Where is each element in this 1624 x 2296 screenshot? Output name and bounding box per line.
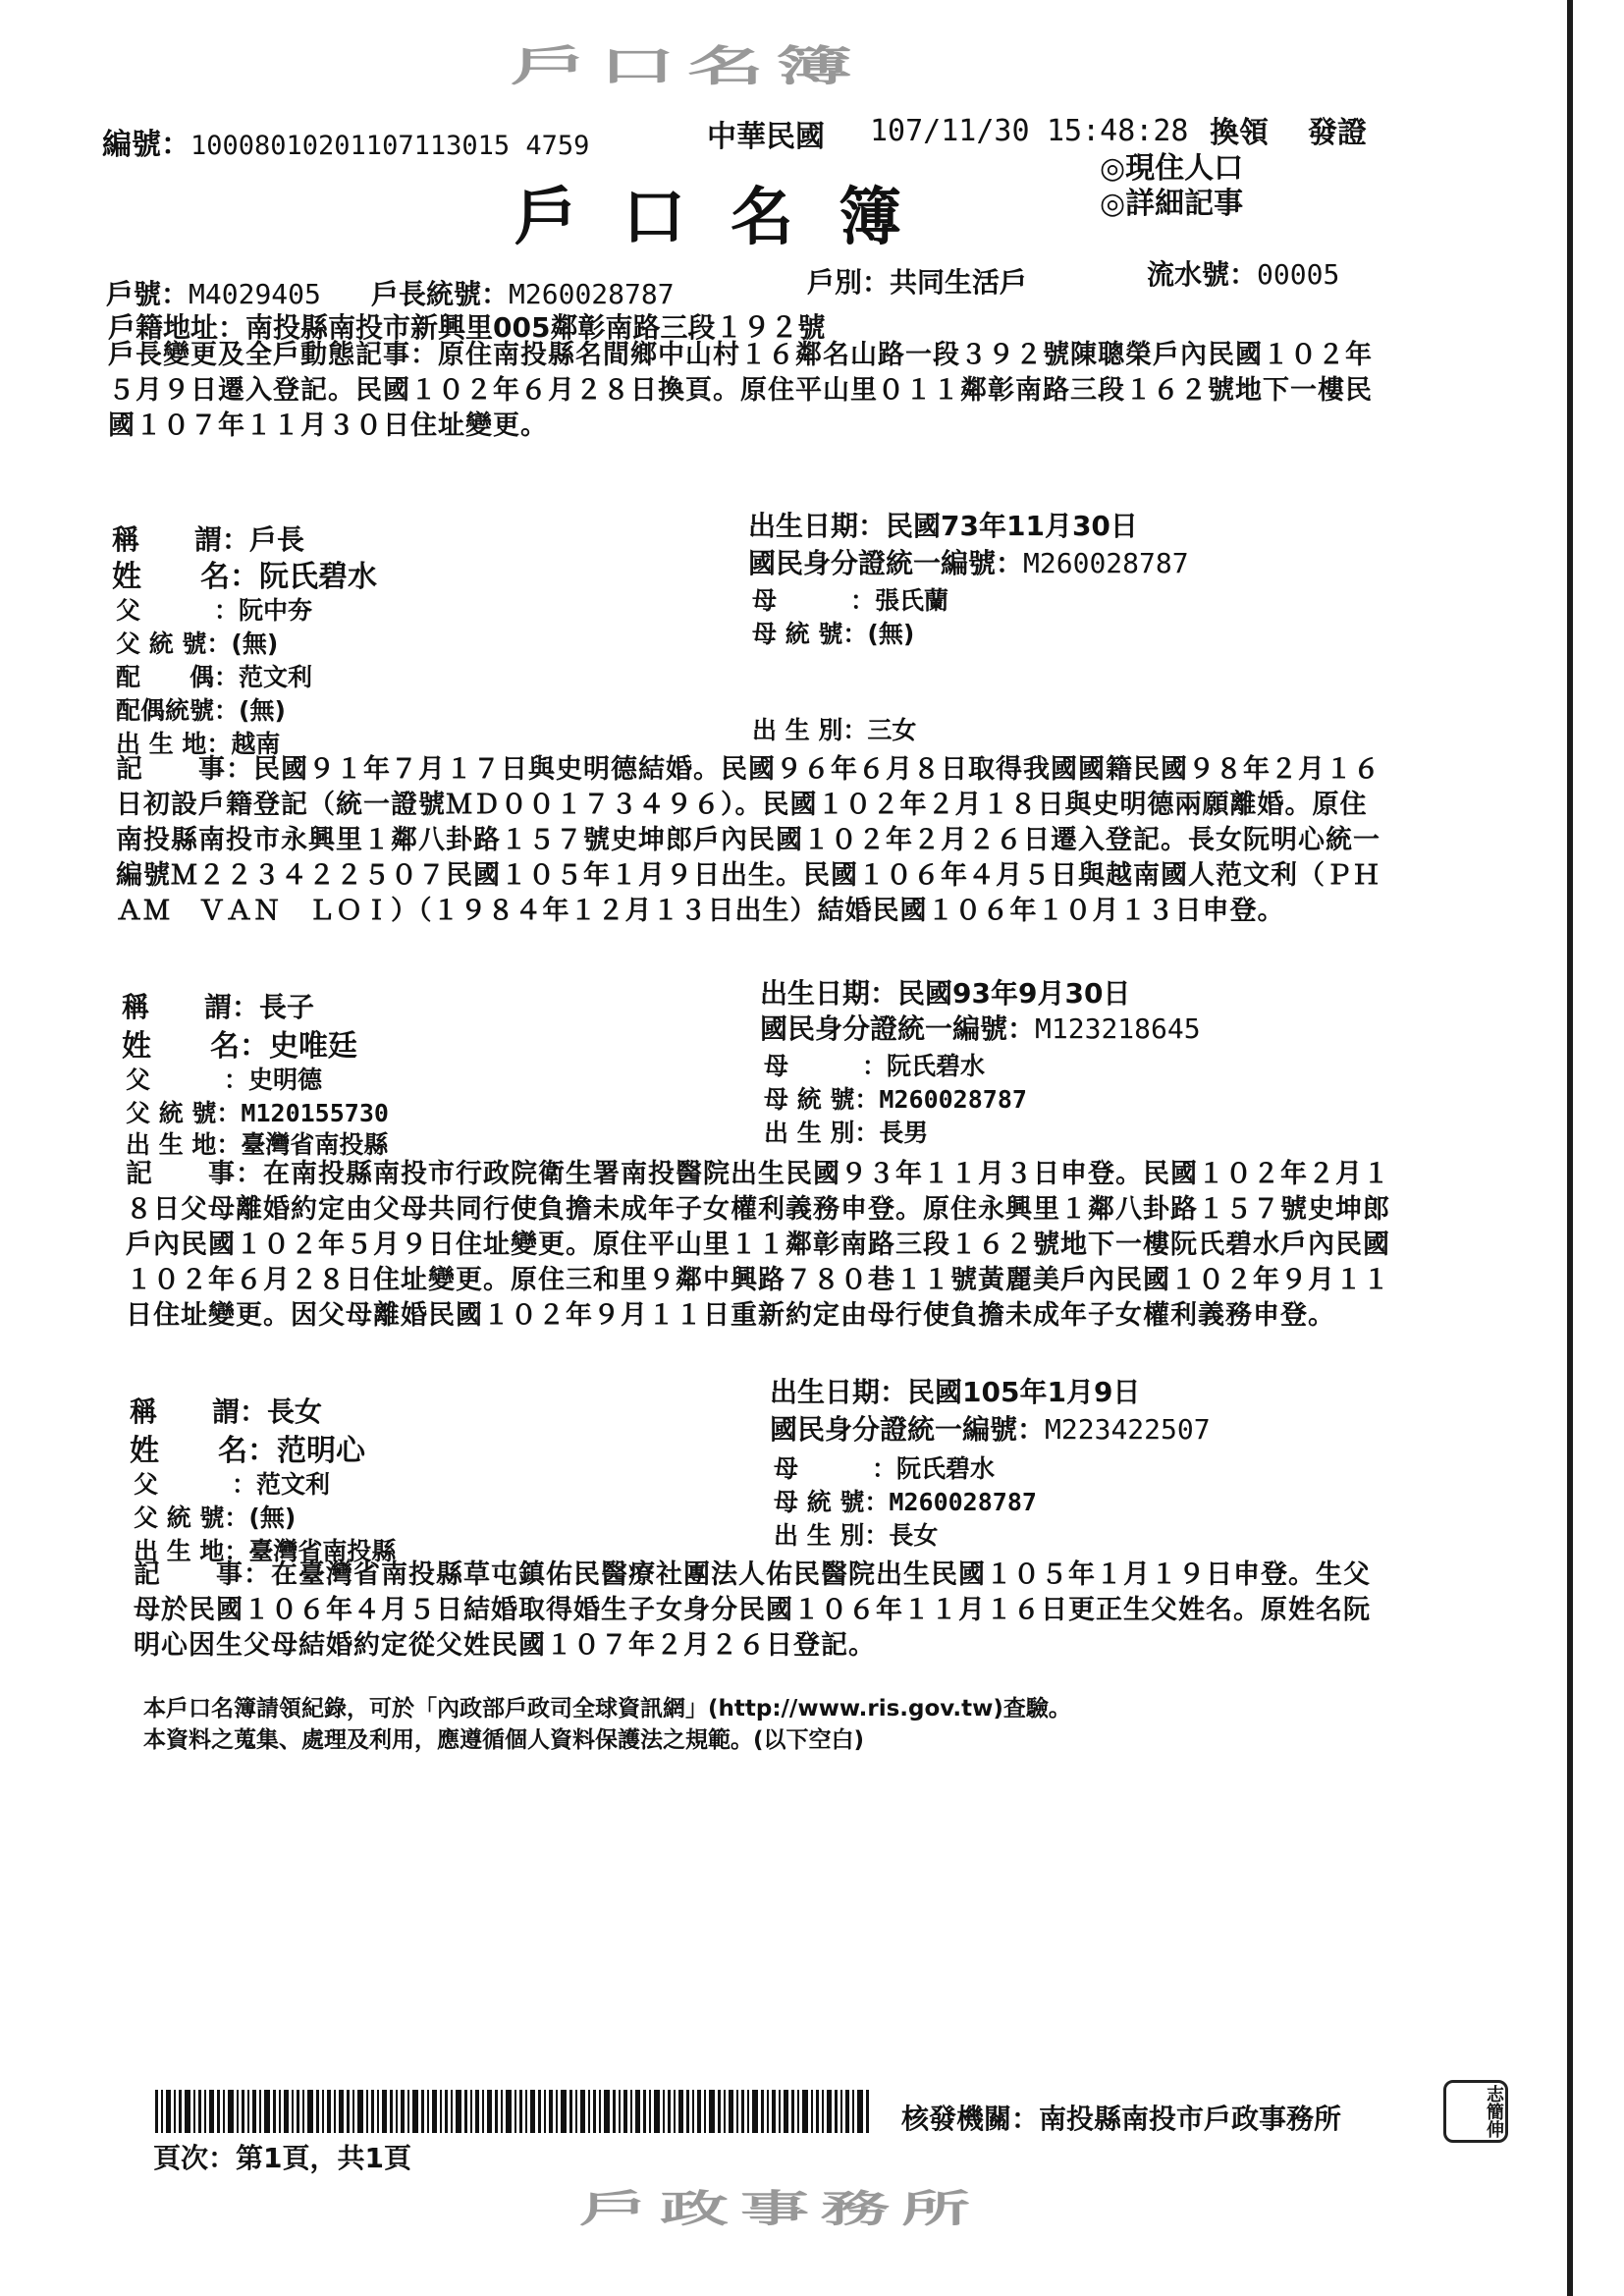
- spouse-value: 范文利: [239, 663, 313, 691]
- birthplace-label: 出 生 地：: [116, 730, 232, 758]
- household-type-value: 共同生活戶: [890, 266, 1028, 299]
- national-id-value: M260028787: [1023, 547, 1189, 579]
- member-father: [126, 1061, 322, 1096]
- household-number-label: 戶號：: [106, 278, 189, 310]
- member-relation: [130, 1391, 322, 1430]
- national-id-label: 國民身分證統一編號：: [760, 1012, 1036, 1045]
- dob-label: 出生日期：: [770, 1376, 908, 1408]
- member-spouse-id: [116, 691, 286, 727]
- dob-label: 出生日期：: [748, 510, 887, 542]
- name-label: 姓 名：: [130, 1434, 277, 1468]
- household-changes-text: 原住南投縣名間鄉中山村１６鄰名山路一段３９２號陳聰榮戶內民國１０２年５月９日遷入登記。民國１０２年６月２８日換頁。原住平山里０１１鄰彰南路三段１６２號地下一樓民國１０７年１１月３０日住址變更。: [108, 340, 1373, 441]
- member-name: [130, 1426, 365, 1469]
- header-date: 107/11/30: [870, 114, 1030, 148]
- dob-value: 民國93年9月30日: [897, 977, 1131, 1010]
- relation-value: 戶長: [249, 523, 305, 556]
- header-time: 15:48:28: [1047, 114, 1189, 148]
- member-mother: [752, 581, 948, 617]
- document-title: 戶口名簿: [514, 182, 947, 254]
- notes-label: 記 事：: [134, 1559, 271, 1590]
- mother-id-value: M260028787: [879, 1085, 1027, 1114]
- household-changes-label: 戶長變更及全戶動態記事：: [108, 340, 438, 370]
- header-era: 中華民國: [707, 120, 825, 154]
- member-mother: [764, 1047, 985, 1082]
- mother-value: 阮氏碧水: [896, 1454, 996, 1483]
- head-id-label: 戶長統號：: [371, 278, 510, 310]
- mother-value: 張氏蘭: [875, 586, 949, 615]
- birthplace-label: 出 生 地：: [126, 1130, 242, 1159]
- member-name: [112, 552, 377, 595]
- father-id-label: 父 統 號：: [126, 1099, 242, 1127]
- birthplace-value: 臺灣省南投縣: [241, 1130, 389, 1159]
- name-label: 姓 名：: [122, 1029, 269, 1064]
- top-embossed-stamp: 戶口名簿: [511, 42, 865, 91]
- serial-number-row: [102, 120, 589, 163]
- father-label: 父 ：: [126, 1066, 249, 1094]
- member-mother-id: [752, 615, 914, 650]
- mother-value: 阮氏碧水: [887, 1052, 986, 1080]
- member-dob: [760, 972, 1130, 1011]
- member-national-id: [760, 1008, 1201, 1047]
- national-id-label: 國民身分證統一編號：: [748, 547, 1024, 579]
- issuing-authority: 核發機關：南投縣南投市戶政事務所: [901, 2103, 1342, 2135]
- member-birth-order: [764, 1114, 928, 1149]
- member-notes: [116, 752, 1382, 929]
- spouse-id-value: (無): [239, 696, 286, 725]
- bottom-embossed-stamp: 戶政事務所: [579, 2186, 982, 2232]
- notes-text: 民國９１年７月１７日與史明德結婚。民國９６年６月８日取得我國國籍民國９８年２月１６日初設戶籍登記（統一證號ＭＤ００１７３４９６）。民國１０２年２月１８日與史明德兩願離婚。原住南投縣南投市永興里１鄰八卦路１５７號史坤郎戶內民國１０２年２月２６日遷入登記。長女阮明心統一編號Ｍ２２３４２２５０７民國１０５年１月９日出生。民國１０６年４月５日與越南國人范文利（ＰＨＡＭ ＶＡＮ ＬＯＩ）（１９８４年１２月１３日出生）結婚民國１０６年１０月１３日申登。: [116, 754, 1380, 926]
- member-father: [116, 591, 312, 627]
- address-value: 南投縣南投市新興里005鄰彰南路三段１９２號: [245, 311, 826, 344]
- birth-order-value: 三女: [867, 716, 917, 744]
- relation-value: 長女: [267, 1395, 323, 1428]
- notes-label: 記 事：: [126, 1159, 263, 1189]
- birthplace-label: 出 生 地：: [134, 1537, 249, 1565]
- national-id-label: 國民身分證統一編號：: [770, 1413, 1046, 1446]
- header-action-issue: 發證: [1308, 116, 1367, 150]
- father-id-value: (無): [231, 629, 279, 658]
- relation-label: 稱 謂：: [112, 523, 250, 556]
- official-seal: 志簡伸: [1443, 2080, 1508, 2143]
- member-name: [122, 1021, 357, 1065]
- member-notes: [134, 1558, 1390, 1664]
- spouse-label: 配 偶：: [116, 663, 240, 691]
- mother-id-label: 母 統 號：: [752, 620, 868, 648]
- page-edge: [1567, 0, 1573, 2296]
- option-detailed-notes: ◎詳細記事: [1100, 187, 1244, 221]
- mother-label: 母 ：: [752, 586, 876, 615]
- father-id-label: 父 統 號：: [134, 1503, 249, 1532]
- dob-value: 民國105年1月9日: [907, 1376, 1141, 1408]
- mother-label: 母 ：: [774, 1454, 897, 1483]
- privacy-notice: 本資料之蒐集、處理及利用，應遵循個人資料保護法之規範。(以下空白): [143, 1727, 865, 1753]
- sequence-number: [1147, 253, 1339, 293]
- head-id-value: M260028787: [509, 278, 675, 310]
- birthplace-value: 臺灣省南投縣: [248, 1537, 397, 1565]
- verification-notice: 本戶口名簿請領紀錄，可於「內政部戶政司全球資訊網」(http://www.ris.gov.tw)查驗。: [143, 1696, 1071, 1722]
- serial-value: 10008010201107113015 4759: [190, 131, 590, 161]
- notes-text: 在臺灣省南投縣草屯鎮佑民醫療社團法人佑民醫院出生民國１０５年１月１９日申登。生父母於民國１０６年４月５日結婚取得婚生子女身分民國１０６年１１月１６日更正生父姓名。原姓名阮明心因生父母結婚約定從父姓民國１０７年２月２６日登記。: [134, 1559, 1371, 1661]
- barcode: [155, 2090, 892, 2133]
- name-label: 姓 名：: [112, 560, 259, 594]
- member-mother: [774, 1449, 995, 1485]
- sequence-value: 00005: [1257, 258, 1340, 291]
- household-number-value: M4029405: [189, 278, 321, 310]
- member-father-id: [116, 625, 278, 660]
- mother-id-label: 母 統 號：: [774, 1488, 890, 1516]
- member-father-id: [134, 1499, 296, 1534]
- mother-label: 母 ：: [764, 1052, 888, 1080]
- spouse-id-label: 配偶統號：: [116, 696, 240, 725]
- mother-id-label: 母 統 號：: [764, 1085, 880, 1114]
- father-value: 史明德: [248, 1066, 323, 1094]
- household-type-label: 戶別：: [807, 266, 891, 299]
- father-value: 范文利: [256, 1470, 331, 1499]
- relation-label: 稱 謂：: [130, 1395, 268, 1428]
- member-mother-id: [764, 1080, 1027, 1116]
- member-mother-id: [774, 1483, 1037, 1518]
- member-birthplace: [126, 1125, 388, 1161]
- relation-label: 稱 謂：: [122, 991, 260, 1023]
- father-label: 父 ：: [134, 1470, 257, 1499]
- name-value: 阮氏碧水: [259, 560, 377, 594]
- mother-id-value: (無): [867, 620, 915, 648]
- birth-order-value: 長男: [879, 1119, 929, 1147]
- option-current-residents: ◎現住人口: [1100, 151, 1244, 186]
- member-birth-order: [752, 711, 916, 746]
- dob-value: 民國73年11月30日: [886, 510, 1138, 542]
- sequence-label: 流水號：: [1147, 258, 1258, 291]
- member-birth-order: [774, 1516, 938, 1552]
- name-value: 史唯廷: [269, 1029, 357, 1064]
- relation-value: 長子: [259, 991, 315, 1023]
- serial-label: 編號：: [102, 128, 190, 162]
- member-father-id: [126, 1094, 389, 1129]
- member-dob: [748, 505, 1138, 544]
- national-id-value: M123218645: [1035, 1012, 1201, 1045]
- member-notes: [126, 1157, 1392, 1334]
- father-label: 父 ：: [116, 596, 240, 625]
- notes-text: 在南投縣南投市行政院衛生署南投醫院出生民國９３年１１月３日申登。民國１０２年２月１８日父母離婚約定由父母共同行使負擔未成年子女權利義務申登。原住永興里１鄰八卦路１５７號史坤郎戶內民國１０２年５月９日住址變更。原住平山里１１鄰彰南路三段１６２號地下一樓阮氏碧水戶內民國１０２年６月２８日住址變更。原住三和里９鄰中興路７８０巷１１號黃麗美戶內民國１０２年９月１１日住址變更。因父母離婚民國１０２年９月１１日重新約定由母行使負擔未成年子女權利義務申登。: [126, 1159, 1390, 1331]
- address-label: 戶籍地址：: [108, 311, 246, 344]
- birthplace-value: 越南: [231, 730, 281, 758]
- household-changes: [108, 338, 1375, 444]
- dob-label: 出生日期：: [760, 977, 898, 1010]
- member-national-id: [770, 1408, 1211, 1448]
- father-value: 阮中夯: [239, 596, 313, 625]
- national-id-value: M223422507: [1045, 1413, 1211, 1446]
- birth-order-label: 出 生 別：: [774, 1521, 890, 1550]
- birth-order-value: 長女: [889, 1521, 939, 1550]
- father-id-label: 父 統 號：: [116, 629, 232, 658]
- father-id-value: (無): [248, 1503, 297, 1532]
- member-dob: [770, 1371, 1140, 1410]
- member-father: [134, 1465, 330, 1501]
- member-spouse: [116, 658, 312, 693]
- page-number: 頁次：第1頁，共1頁: [153, 2142, 411, 2174]
- household-type: [807, 261, 1027, 301]
- mother-id-value: M260028787: [889, 1488, 1037, 1516]
- member-relation: [122, 986, 314, 1025]
- name-value: 范明心: [277, 1434, 365, 1468]
- member-national-id: [748, 542, 1189, 581]
- father-id-value: M120155730: [241, 1099, 389, 1127]
- birth-order-label: 出 生 別：: [764, 1119, 880, 1147]
- notes-label: 記 事：: [116, 754, 253, 785]
- birth-order-label: 出 生 別：: [752, 716, 868, 744]
- header-action-renew: 換領: [1210, 116, 1269, 150]
